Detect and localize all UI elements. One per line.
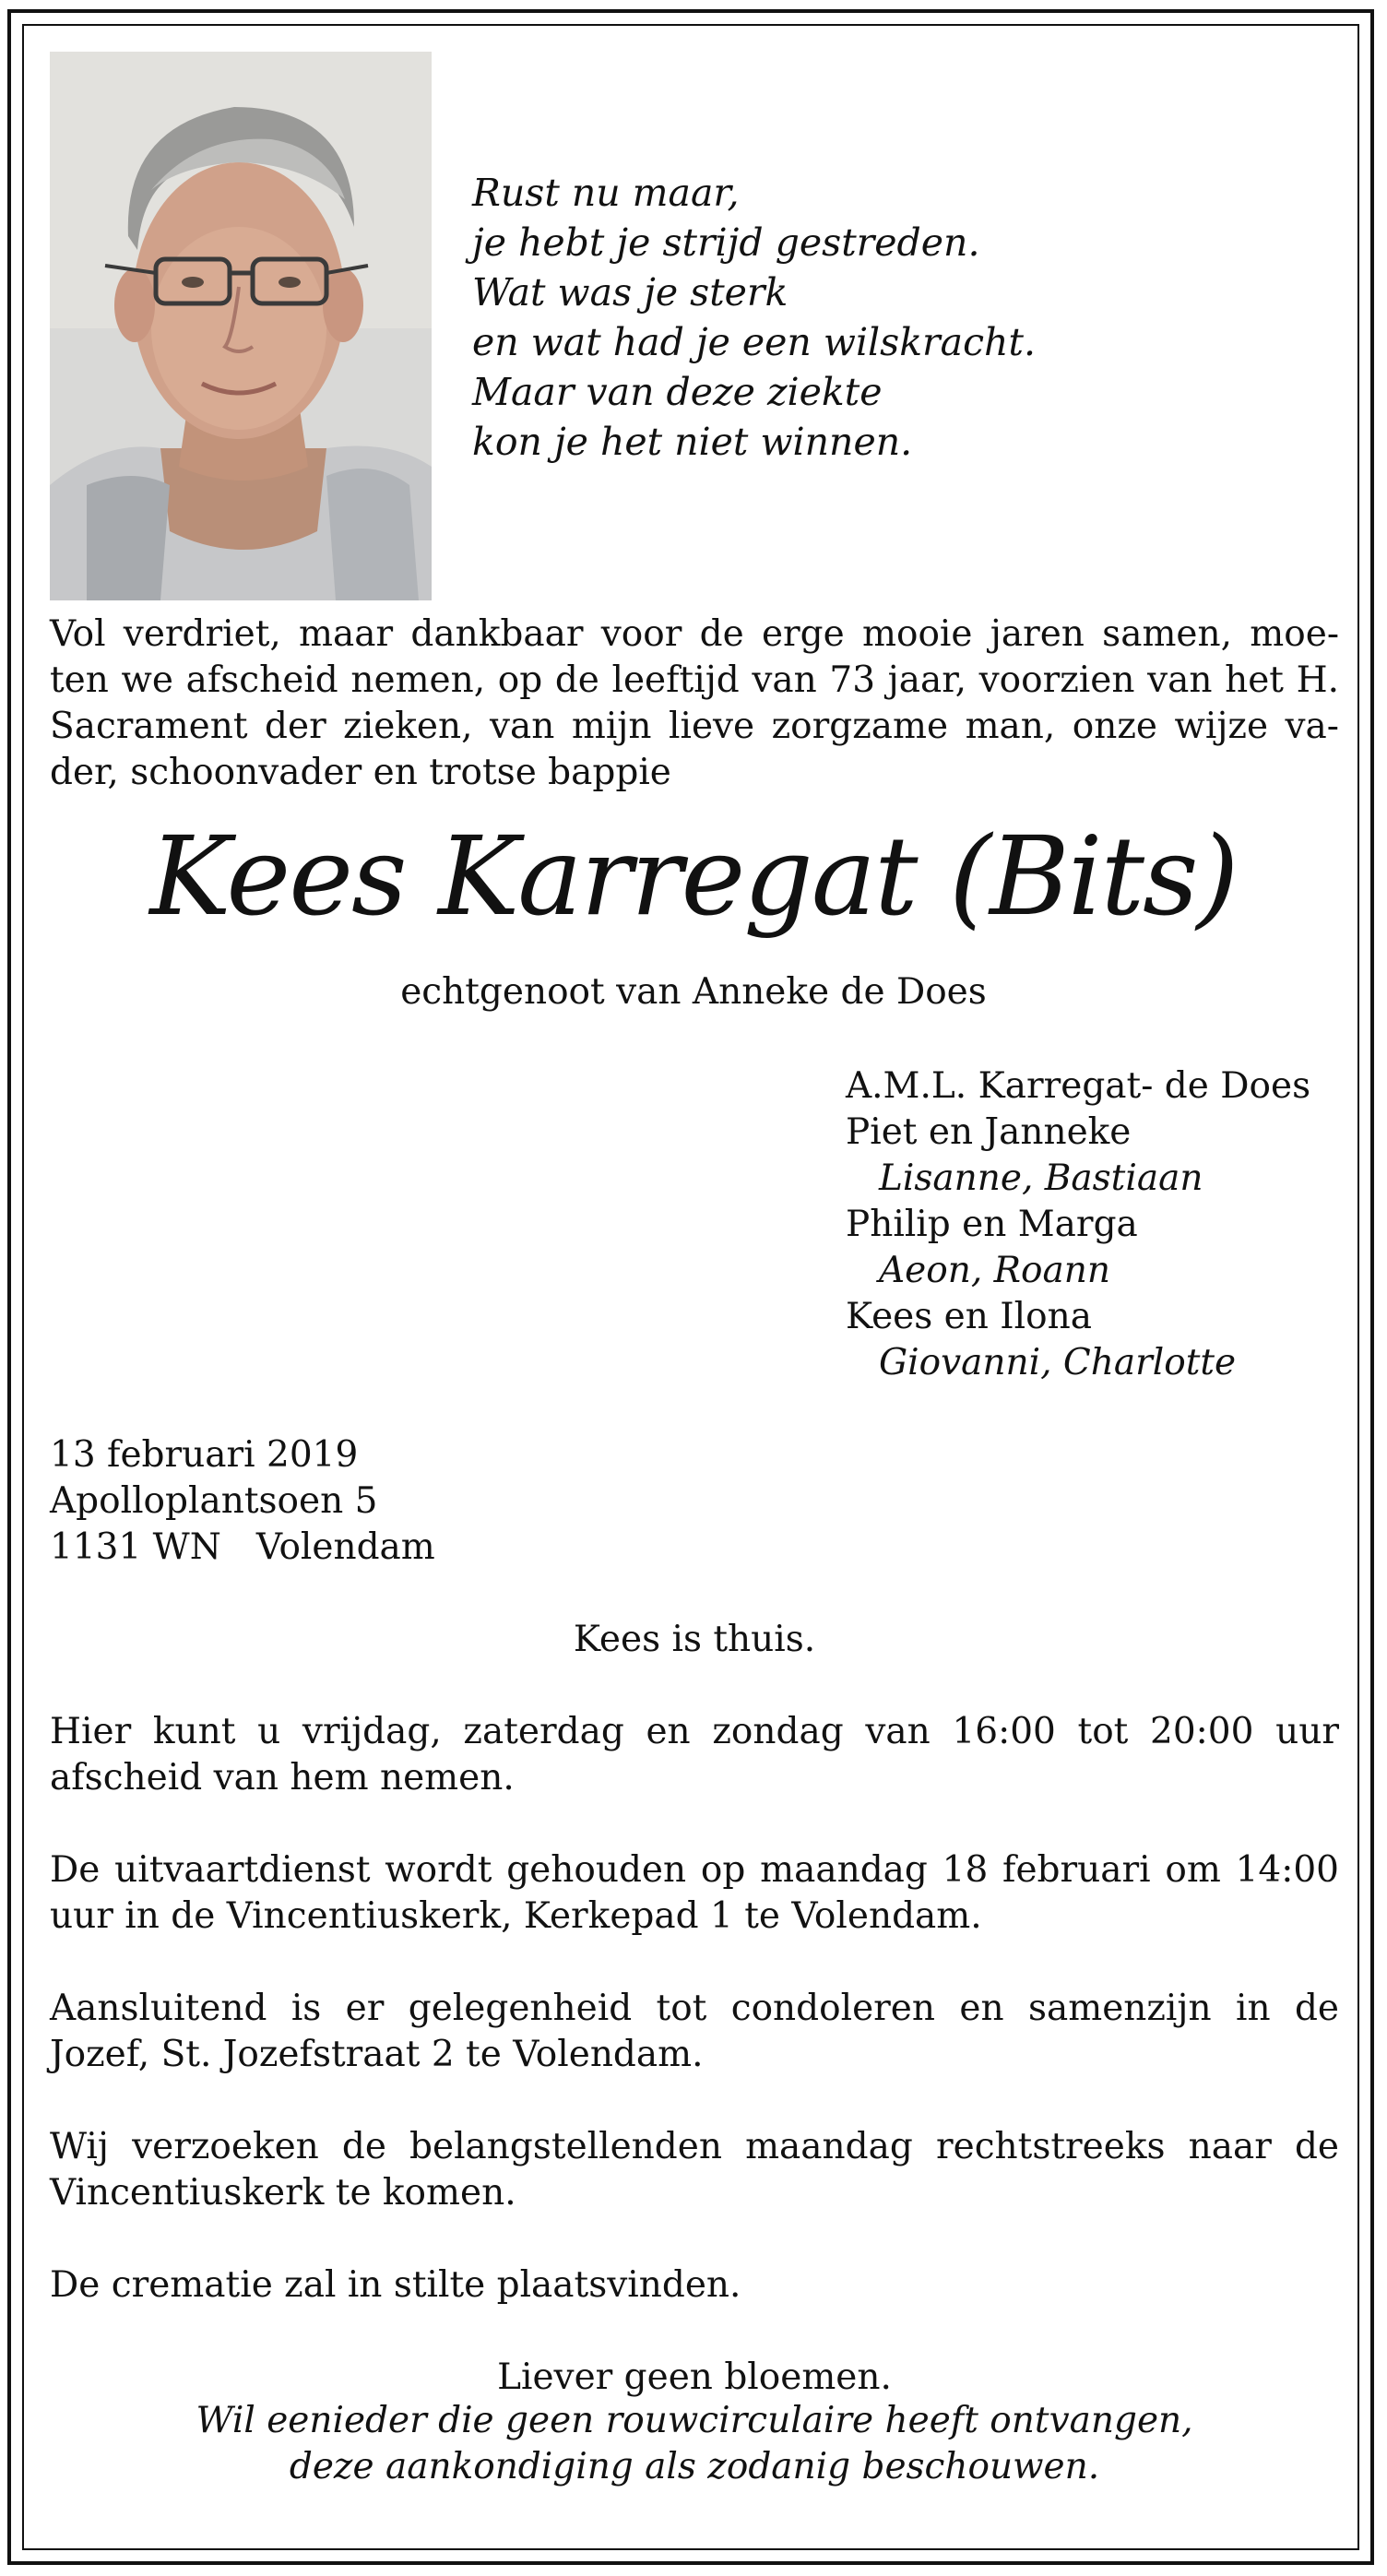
family-member: Philip en Marga [846, 1204, 1138, 1245]
condolence-line: Jozef, St. Jozefstraat 2 te Volendam. [50, 2034, 704, 2075]
portrait-photo [50, 52, 432, 600]
condolence-paragraph [50, 1986, 1339, 2078]
service-paragraph [50, 1847, 1339, 1940]
closing-line: deze aankondiging als zodanig beschouwen. [289, 2446, 1100, 2487]
request-paragraph [50, 2124, 1339, 2216]
poem-line: Rust nu maar, [472, 171, 740, 215]
street: Apolloplantsoen 5 [50, 1480, 378, 1522]
family-children: Lisanne, Bastiaan [879, 1157, 1203, 1199]
visiting-line: afscheid van hem nemen. [50, 1757, 515, 1798]
home-line: Kees is thuis. [573, 1619, 816, 1660]
family-children: Giovanni, Charlotte [879, 1342, 1237, 1383]
family-children: Aeon, Roann [879, 1250, 1110, 1291]
flowers-line: Liever geen bloemen. [497, 2356, 892, 2398]
intro-line: Sacrament der zieken, van mijn lieve zorgzame man, onze wijze va- [50, 706, 1339, 747]
family-list [846, 1063, 1362, 1386]
closing-note [50, 2398, 1339, 2490]
family-member: Piet en Janneke [846, 1111, 1132, 1153]
condolence-line: Aansluitend is er gelegenheid tot condoleren en samenzijn in de [50, 1988, 1339, 2029]
spouse-line: echtgenoot van Anneke de Does [400, 971, 987, 1013]
poem-line: kon je het niet winnen. [472, 420, 913, 464]
poem [472, 168, 1302, 467]
intro-paragraph [50, 611, 1339, 796]
city: Volendam [255, 1526, 435, 1568]
address-block [50, 1432, 695, 1571]
poem-line: je hebt je strijd gestreden. [472, 220, 980, 265]
visiting-line: Hier kunt u vrijdag, zaterdag en zondag van 16:00 tot 20:00 uur [50, 1711, 1339, 1752]
cremation-line: De crematie zal in stilte plaatsvinden. [50, 2264, 741, 2306]
closing-line: Wil eenieder die geen rouwcirculaire heeft ontvangen, [196, 2400, 1193, 2441]
date: 13 februari 2019 [50, 1434, 359, 1476]
intro-line: der, schoonvader en trotse bappie [50, 752, 671, 793]
poem-line: Maar van deze ziekte [472, 370, 883, 414]
request-line: Vincentiuskerk te komen. [50, 2172, 516, 2214]
family-member: Kees en Ilona [846, 1296, 1092, 1337]
service-line: uur in de Vincentiuskerk, Kerkepad 1 te Volendam. [50, 1895, 982, 1937]
intro-line: Vol verdriet, maar dankbaar voor de erge mooie jaren samen, moe- [50, 613, 1339, 655]
poem-line: en wat had je een wilskracht. [472, 320, 1036, 364]
visiting-paragraph [50, 1709, 1339, 1801]
deceased-name: Kees Karregat (Bits) [149, 813, 1238, 940]
family-member: A.M.L. Karregat- de Does [846, 1065, 1311, 1107]
postcode-city [50, 1525, 695, 1571]
intro-line: ten we afscheid nemen, op de leeftijd van 73 jaar, voorzien van het H. [50, 659, 1339, 701]
postcode: 1131 WN [50, 1526, 221, 1568]
service-line: De uitvaartdienst wordt gehouden op maandag 18 februari om 14:00 [50, 1849, 1339, 1891]
poem-line: Wat was je sterk [472, 270, 788, 315]
request-line: Wij verzoeken de belangstellenden maandag rechtstreeks naar de [50, 2126, 1339, 2167]
